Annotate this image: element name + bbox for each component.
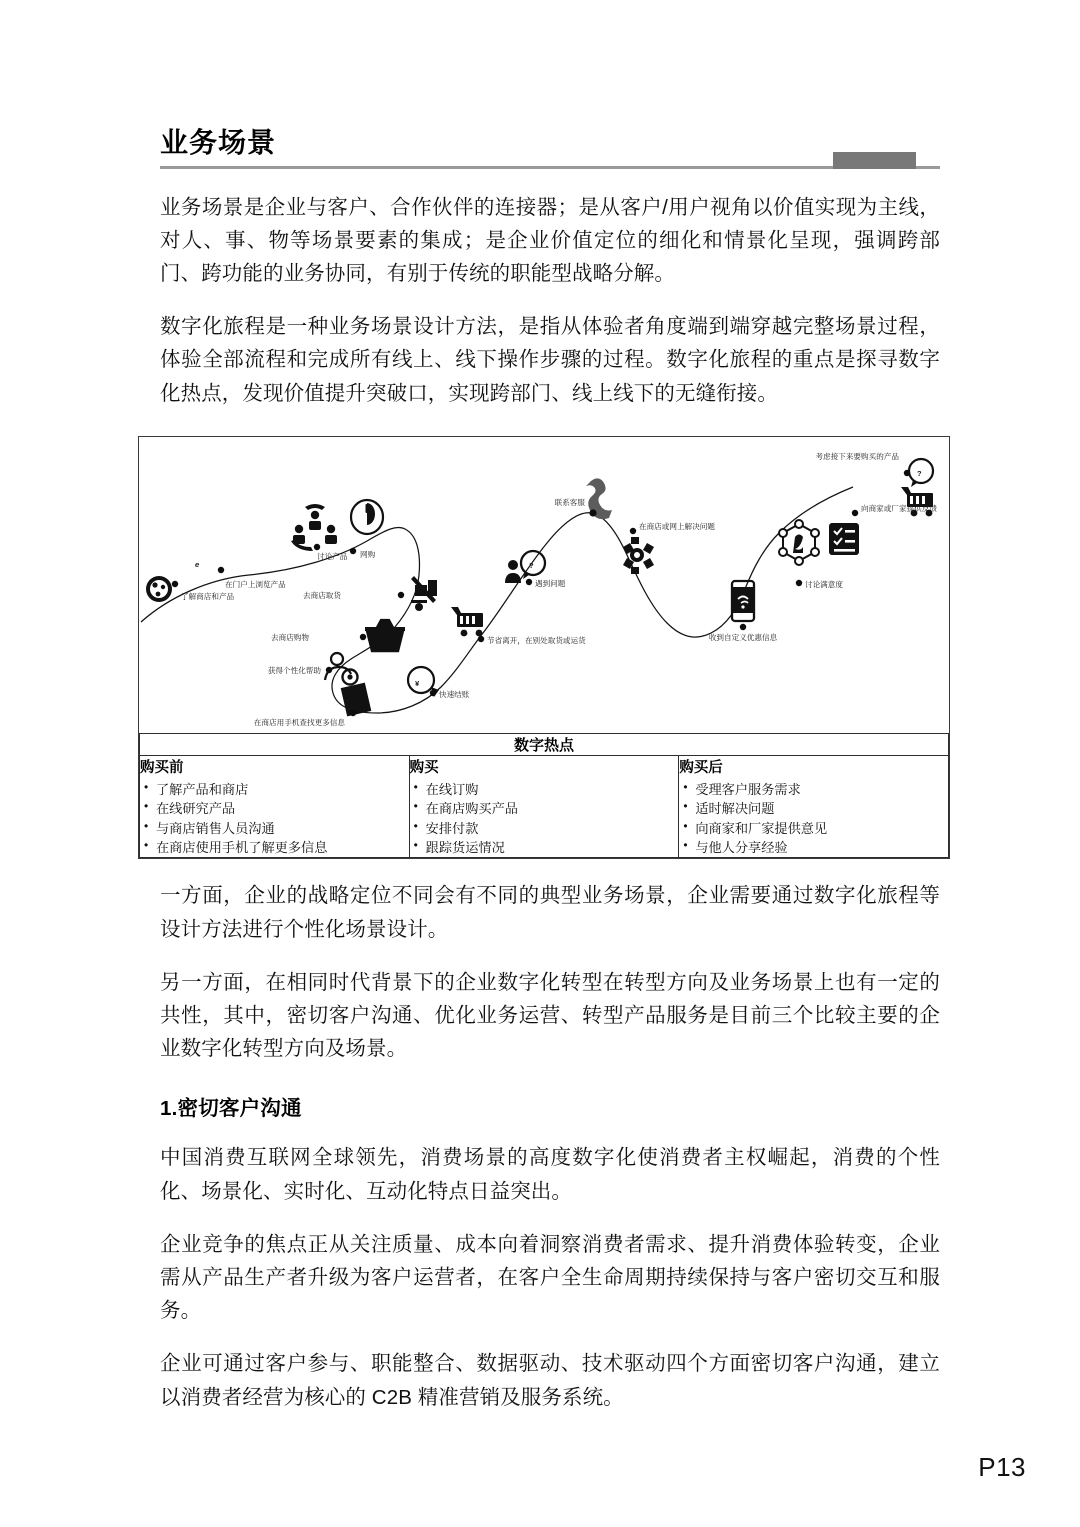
paragraph-6: 企业竞争的焦点正从关注质量、成本向着洞察消费者需求、提升消费体验转变，企业需从产品生产者升级为客户运营者，在客户全生命周期持续保持与客户密切交互和服务。 xyxy=(160,1232,940,1323)
journey-label: 在门户上浏览产品 xyxy=(225,579,286,589)
journey-node xyxy=(478,636,484,642)
section-heading: 1.密切客户沟通 xyxy=(160,1097,302,1121)
heading-block xyxy=(160,126,940,169)
paragraph-4: 另一方面，在相同时代背景下的企业数字化转型在转型方向及业务场景上也有一定的共性，其中，密切客户沟通、优化业务运营、转型产品服务是目前三个比较主要的企业数字化转型方向及场景。 xyxy=(160,970,940,1061)
page-content xyxy=(140,0,940,1414)
list-item: • 受理客户服务需求 xyxy=(679,780,948,799)
journey-label: 在商店或网上解决问题 xyxy=(639,521,715,531)
journey-node xyxy=(326,667,332,673)
journey-node xyxy=(218,567,224,573)
journey-node xyxy=(172,581,178,587)
journey-label: 遇到问题 xyxy=(535,578,566,588)
people-group-icon xyxy=(291,504,337,551)
shopping-cart-icon xyxy=(451,607,483,636)
list-item: • 在商店使用手机了解更多信息 xyxy=(140,838,409,857)
page-title: 业务场景 xyxy=(160,127,277,158)
hotspot-list xyxy=(410,780,679,858)
mobile-phone-icon xyxy=(342,684,370,716)
column-header: 购买前 xyxy=(140,759,184,776)
shopping-basket-icon xyxy=(365,620,405,651)
paragraph-2: 数字化旅程是一种业务场景设计方法，是指从体验者角度端到端穿越完整场景过程，体验全部流程和完成所有线上、线下操作步骤的过程。数字化旅程的重点是探寻数字化热点，发现价值提升突破口，实现跨部门、线上线下的无缝衔接。 xyxy=(160,315,940,405)
journey-diagram xyxy=(139,437,949,733)
table-cell-purchase xyxy=(409,755,679,858)
journey-node xyxy=(526,579,532,585)
journey-label: 考虑接下来要购买的产品 xyxy=(815,451,899,461)
digital-hotspots-table xyxy=(139,733,949,859)
paragraph-7: 企业可通过客户参与、职能整合、数据驱动、技术驱动四个方面密切客户沟通，建立以消费者经营为核心的 C2B 精准营销及服务系统。 xyxy=(160,1352,940,1409)
list-item: • 在线研究产品 xyxy=(140,799,409,818)
hotspot-list xyxy=(679,780,948,858)
page-number: P13 xyxy=(978,1452,1026,1482)
journey-node xyxy=(350,548,356,554)
journey-label: 了解商店和产品 xyxy=(181,591,235,601)
journey-node xyxy=(589,509,596,516)
paragraph-1: 业务场景是企业与客户、合作伙伴的连接器；是从客户/用户视角以价值实现为主线，对人、事、物等场景要素的集成；是企业价值定位的细化和情景化呈现，强调跨部门、跨功能的业务协同，有别于传统的职能型战略分解。 xyxy=(160,195,940,285)
column-header: 购买 xyxy=(409,759,439,776)
journey-label: 获得个性化帮助 xyxy=(267,665,321,675)
journey-label: 去商店取货 xyxy=(303,590,341,600)
svg-text:?: ? xyxy=(529,560,534,570)
journey-label: 讨论满意度 xyxy=(805,579,843,589)
computer-mouse-icon xyxy=(351,500,383,534)
table-row xyxy=(140,755,949,858)
title-rule xyxy=(160,166,940,169)
journey-node xyxy=(904,470,910,476)
list-item: • 在商店购买产品 xyxy=(410,799,679,818)
list-item: • 跟踪货运情况 xyxy=(410,838,679,857)
journey-node xyxy=(630,528,636,534)
list-item: • 适时解决问题 xyxy=(679,799,948,818)
journey-node xyxy=(360,634,366,640)
column-header: 购买后 xyxy=(679,759,723,776)
journey-node xyxy=(398,592,404,598)
svg-text:¥: ¥ xyxy=(415,678,420,688)
compass-icon xyxy=(146,576,172,602)
list-item: • 与商店销售人员沟通 xyxy=(140,819,409,838)
journey-label: 向商家或厂家提供反馈 xyxy=(861,503,937,513)
journey-node xyxy=(430,690,436,696)
list-item: • 向商家和厂家提供意见 xyxy=(679,819,948,838)
paragraph-3: 一方面，企业的战略定位不同会有不同的典型业务场景，企业需要通过数字化旅程等设计方法进行个性化场景设计。 xyxy=(160,884,940,941)
journey-node xyxy=(314,544,320,550)
journey-node xyxy=(852,510,858,516)
digital-journey-figure xyxy=(138,436,950,860)
svg-text:e: e xyxy=(195,559,200,569)
journey-label: 讨论产品 xyxy=(317,551,348,561)
journey-node xyxy=(796,580,802,586)
journey-label: 节省离开，在别处取货或运货 xyxy=(487,635,586,645)
table-title-row xyxy=(140,733,949,755)
table-cell-after-purchase xyxy=(679,755,949,858)
journey-label: 收到自定义优惠信息 xyxy=(708,632,778,642)
table-cell-before-purchase xyxy=(140,755,410,858)
list-item: • 了解产品和商店 xyxy=(140,780,409,799)
list-item: • 与他人分享经验 xyxy=(679,838,948,857)
journey-node xyxy=(740,624,746,630)
paragraph-5: 中国消费互联网全球领先，消费场景的高度数字化使消费者主权崛起，消费的个性化、场景化、实时化、互动化特点日益突出。 xyxy=(160,1146,940,1203)
journey-label: 在商店用手机查找更多信息 xyxy=(253,717,345,727)
explorer-e-icon xyxy=(195,560,200,569)
table-title: 数字热点 xyxy=(140,733,949,755)
list-item: • 在线订购 xyxy=(410,780,679,799)
journey-label: 网购 xyxy=(360,549,376,559)
hotspot-list xyxy=(140,780,409,858)
journey-label: 去商店购物 xyxy=(271,632,309,642)
list-item: • 安排付款 xyxy=(410,819,679,838)
journey-label: 快速结账 xyxy=(439,689,470,699)
accent-bar xyxy=(833,152,916,169)
journey-label: 联系客服 xyxy=(554,497,585,507)
checklist-icon xyxy=(829,523,859,555)
phone-wifi-icon xyxy=(732,581,754,621)
journey-node xyxy=(350,710,356,716)
svg-text:?: ? xyxy=(917,468,922,478)
